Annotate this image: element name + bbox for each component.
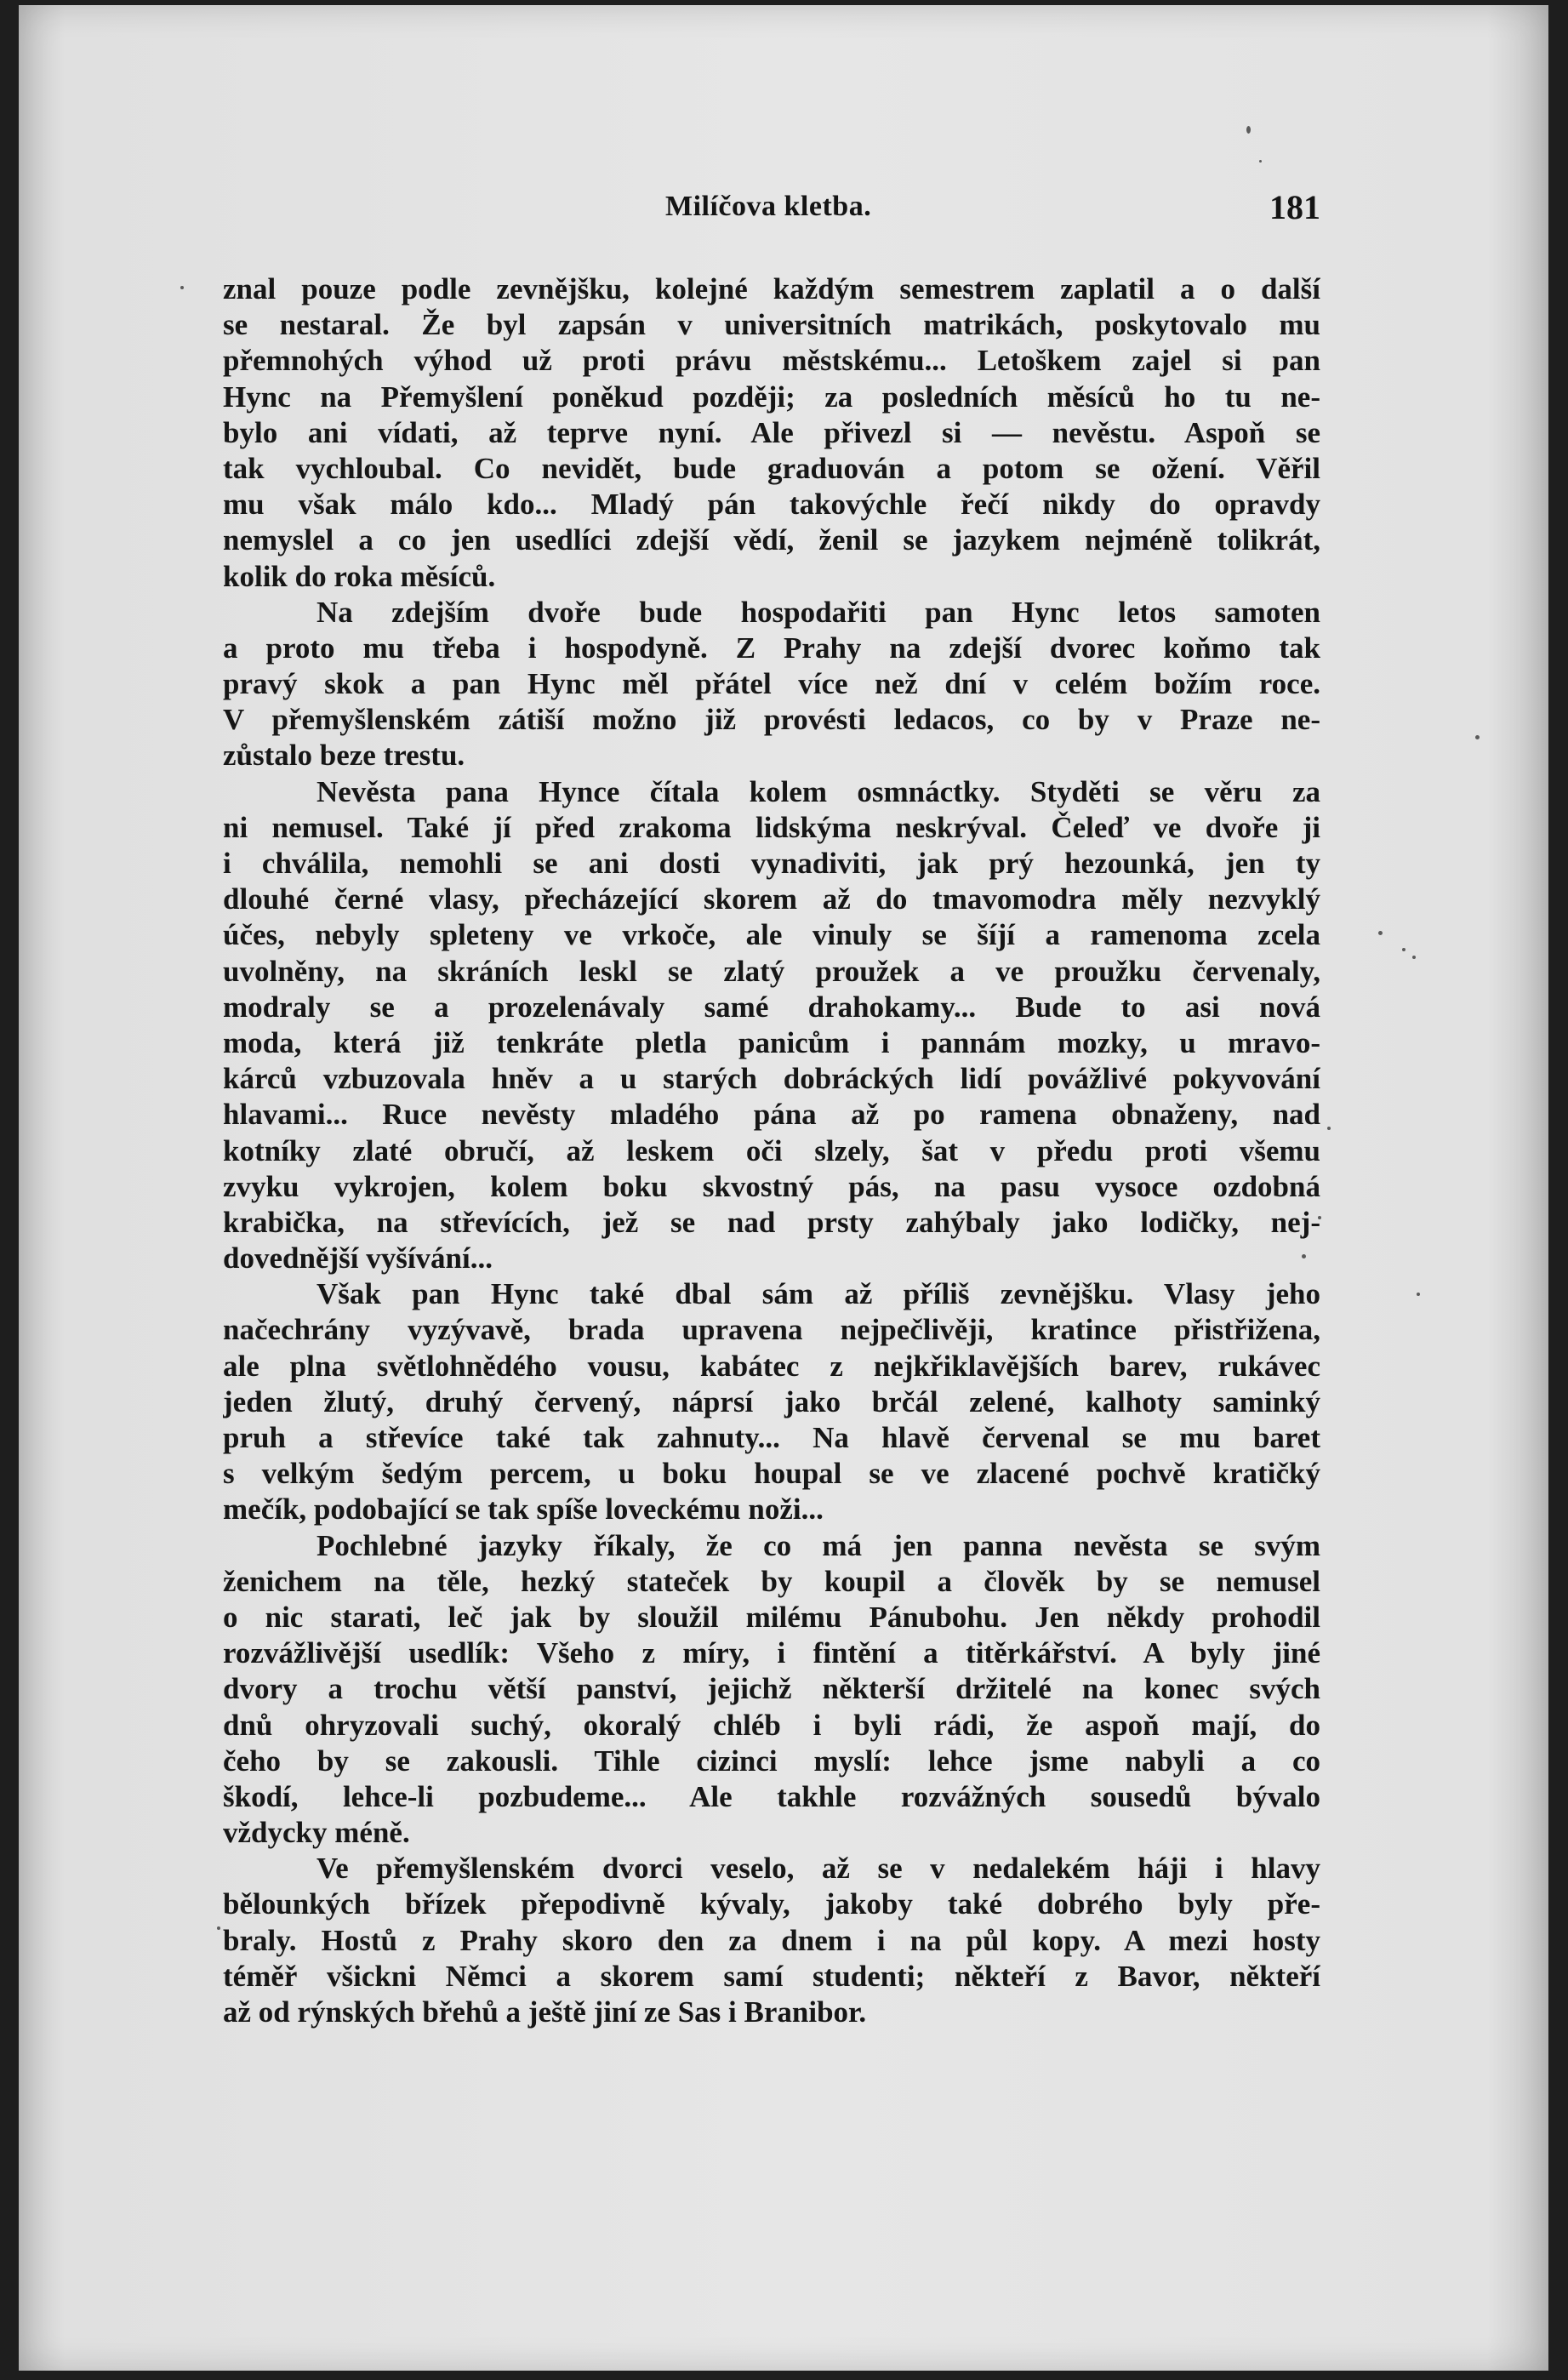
text-line: Hync na Přemyšlení poněkud později; za posledních měsíců ho tu ne- [223, 380, 1320, 414]
text-line: dnů ohryzovali suchý, okoralý chléb i byli rádi, že aspoň mají, do [223, 1708, 1320, 1742]
text-line: dvory a trochu větší panství, jejichž některší držitelé na konec svých [223, 1672, 1320, 1706]
text-line: o nic starati, leč jak by sloužil milému Pánubohu. Jen někdy prohodil [223, 1600, 1320, 1634]
text-line: krabička, na střevících, jež se nad prsty zahýbaly jako lodičky, nej- [223, 1205, 1320, 1239]
dust-speck [1246, 126, 1251, 134]
text-line: zvyku vykrojen, kolem boku skvostný pás, na pasu vysoce ozdobná [223, 1169, 1320, 1203]
text-line: s velkým šedým percem, u boku houpal se ve zlacené pochvě kratičký [223, 1457, 1320, 1491]
text-line: až od rýnských břehů a ještě jiní ze Sas i Branibor. [223, 1995, 867, 2029]
text-line: kárců vzbuzovala hněv a u starých dobráckých lidí povážlivé pokyvování [223, 1062, 1320, 1096]
paragraph [223, 271, 1320, 595]
text-line: Na zdejším dvoře bude hospodařiti pan Hync letos samoten [316, 595, 1320, 629]
text-line: vždycky méně. [223, 1816, 410, 1850]
text-line: ale plna světlohnědého vousu, kabátec z nejkřiklavějších barev, rukávec [223, 1349, 1320, 1383]
text-line: jeden žlutý, druhý červený, náprsí jako brčál zelené, kalhoty saminký [223, 1384, 1320, 1418]
text-line: mu však málo kdo... Mladý pán takovýchle řečí nikdy do opravdy [223, 488, 1320, 522]
text-line: načechrány vyzývavě, brada upravena nejpečlivěji, kratince přistřižena, [223, 1313, 1320, 1347]
text-line: znal pouze podle zevnějšku, kolejné každým semestrem zaplatil a o další [223, 272, 1320, 305]
body-text [223, 271, 1320, 2030]
dust-speck [1475, 735, 1480, 739]
text-line: Pochlebné jazyky říkaly, že co má jen panna nevěsta se svým [316, 1528, 1320, 1562]
dust-speck [1402, 948, 1405, 951]
text-line: škodí, lehce-li pozbudeme... Ale takhle rozvážných sousedů bývalo [223, 1779, 1320, 1813]
text-line: čeho by se zakousli. Tihle cizinci myslí: lehce jsme nabyli a co [223, 1744, 1320, 1778]
text-line: přemnohých výhod už proti právu městskému... Letoškem zajel si pan [223, 344, 1320, 378]
dust-speck [1259, 160, 1262, 163]
text-line: kotníky zlaté obručí, až leskem oči slzely, šat v předu proti všemu [223, 1133, 1320, 1167]
text-line: mečík, podobající se tak spíše loveckému noži... [223, 1492, 824, 1527]
text-line: hlavami... Ruce nevěsty mladého pána až po ramena obnaženy, nad [223, 1098, 1320, 1132]
text-line: pravý skok a pan Hync měl přátel více než dní v celém božím roce. [223, 667, 1320, 701]
text-line: modraly se a prozelenávaly samé drahokamy... Bude to asi nová [223, 990, 1320, 1024]
text-line: bělounkých břízek přepodivně kývaly, jakoby také dobrého byly pře- [223, 1887, 1320, 1921]
text-line: V přemyšlenském zátiší možno již provésti ledacos, co by v Praze ne- [223, 703, 1320, 737]
text-line: tak vychloubal. Co nevidět, bude graduován a potom se ožení. Věřil [223, 451, 1320, 485]
dust-speck [217, 1926, 220, 1930]
text-line: uvolněny, na skráních leskl se zlatý proužek a ve proužku červenaly, [223, 954, 1320, 988]
text-line: Nevěsta pana Hynce čítala kolem osmnáctky. Styděti se věru za [316, 774, 1320, 808]
dust-speck [1327, 1127, 1331, 1130]
text-line: téměř všickni Němci a skorem samí studenti; někteří z Bavor, někteří [223, 1959, 1320, 1993]
text-line: kolik do roka měsíců. [223, 559, 496, 593]
page-header [223, 188, 1320, 242]
text-line: i chválila, nemohli se ani dosti vynadiviti, jak prý hezounká, jen ty [223, 847, 1320, 880]
dust-speck [1412, 956, 1416, 959]
text-line: zůstalo beze trestu. [223, 739, 465, 773]
text-line: ženichem na těle, hezký stateček by koupil a člověk by se nemusel [223, 1564, 1320, 1598]
text-line: dlouhé černé vlasy, přecházející skorem až do tmavomodra měly nezvyklý [223, 882, 1320, 916]
text-line: braly. Hostů z Prahy skoro den za dnem i na půl kopy. A mezi hosty [223, 1923, 1320, 1957]
dust-speck [180, 286, 184, 289]
paper-sheet [19, 5, 1548, 2371]
text-line: se nestaral. Že byl zapsán v universitních matrikách, poskytovalo mu [223, 308, 1320, 342]
text-line: nemyslel a co jen usedlíci zdejší vědí, ženil se jazykem nejméně tolikrát, [223, 523, 1320, 557]
dust-speck [1378, 931, 1383, 935]
text-line: a proto mu třeba i hospodyně. Z Prahy na zdejší dvorec koňmo tak [223, 631, 1320, 665]
paragraph [223, 774, 1320, 1277]
running-title: Milíčova kletba. [665, 191, 872, 222]
text-line: rozvážlivější usedlík: Všeho z míry, i fintění a titěrkářství. A byly jiné [223, 1636, 1320, 1670]
text-line: Však pan Hync také dbal sám až příliš zevnějšku. Vlasy jeho [316, 1277, 1320, 1311]
text-line: bylo ani vídati, až teprve nyní. Ale přivezl si — nevěstu. Aspoň se [223, 415, 1320, 449]
paragraph [223, 1276, 1320, 1527]
page-number: 181 [1269, 188, 1320, 226]
paragraph [223, 595, 1320, 774]
text-line: pruh a střevíce také tak zahnuty... Na hlavě červenal se mu baret [223, 1421, 1320, 1454]
text-line: dovednější vyšívání... [223, 1241, 493, 1276]
paragraph [223, 1528, 1320, 1852]
text-line: ni nemusel. Také jí před zrakoma lidskýma neskrýval. Čeleď ve dvoře ji [223, 810, 1320, 844]
paragraph [223, 1851, 1320, 2030]
dust-speck [1417, 1293, 1420, 1296]
text-line: účes, nebyly spleteny ve vrkoče, ale vinuly se šíjí a ramenoma zcela [223, 918, 1320, 952]
text-line: moda, která již tenkráte pletla panicům i pannám mozky, u mravo- [223, 1025, 1320, 1059]
text-line: Ve přemyšlenském dvorci veselo, až se v nedalekém háji i hlavy [316, 1852, 1320, 1886]
